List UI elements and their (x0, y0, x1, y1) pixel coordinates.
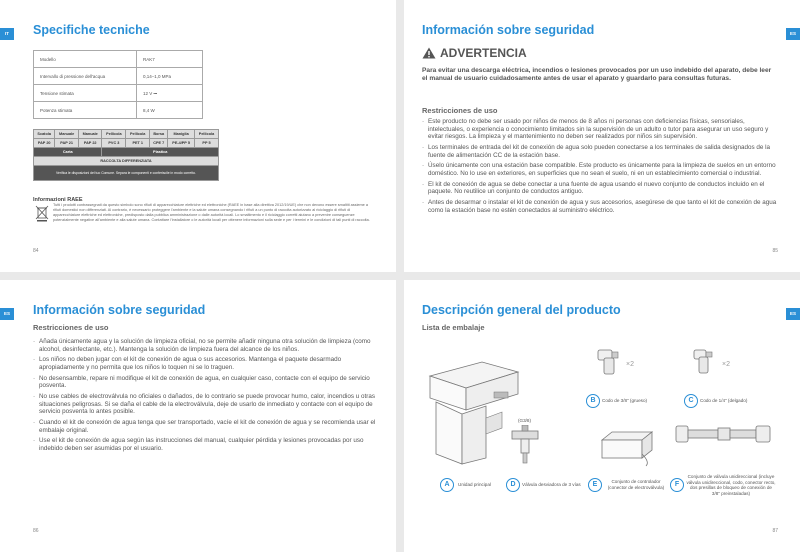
section-subheading: Restricciones de uso (33, 323, 109, 332)
page-86 (0, 280, 396, 552)
spec-row (34, 68, 203, 85)
page-number: 87 (772, 528, 778, 534)
spec-label: Tensione stimata (34, 85, 137, 102)
mat-cell: Scatola (34, 130, 55, 139)
mat-cell: PVC 3 (102, 139, 126, 148)
language-tab: ES (786, 28, 800, 40)
list-item: · Use el kit de conexión de agua según las instrucciones del manual, cualquier pérdida y lesiones provocadas por uso indebido deben ser asumidas por el usuario. (33, 437, 378, 452)
caption-b: Codo de 3/8" (grueso) (602, 398, 648, 403)
page-number: 86 (33, 528, 39, 534)
page-85 (404, 0, 800, 272)
controller-illustration (598, 428, 656, 468)
section-subheading: Lista de embalaje (422, 323, 485, 332)
label-a: A (440, 478, 454, 492)
page-number: 84 (33, 248, 39, 254)
mat-cell: Pellicola (195, 130, 219, 139)
spec-value: RAK7 (137, 51, 203, 68)
list-item: · Cuando el kit de conexión de agua tenga que ser transportado, vacíe el kit de conexión de agua y se recomienda usar el embalaje original. (33, 419, 378, 434)
warning-triangle-icon (422, 47, 436, 59)
list-item: · El kit de conexión de agua se debe conectar a una fuente de agua usando el nuevo conjunto de conductos incluido en el paquete. No reutilice un conjunto de conductos antiguo. (422, 181, 782, 196)
label-c: C (684, 394, 698, 408)
main-unit-illustration (422, 358, 522, 488)
spec-value: 8,4 W (137, 102, 203, 119)
crossed-bin-icon (35, 204, 49, 222)
mat-cell: RACCOLTA DIFFERENZIATA (34, 157, 219, 166)
page-84 (0, 0, 396, 272)
mat-cell: PAP 21 (55, 139, 79, 148)
elbow-thick-illustration (594, 348, 622, 378)
mat-cell: Pellicola (126, 130, 150, 139)
mat-cell: Carta (34, 148, 102, 157)
list-item: · Úselo únicamente con una estación base compatible. Este producto es únicamente para la limpieza de suelos en un entorno doméstico. No lo use en exteriores, en superficies que no sean el suelo, ni en un establecimiento comercial o industrial. (422, 162, 782, 177)
spec-label: Intervallo di pressione dell'acqua (34, 68, 137, 85)
mat-cell: Maniglia (168, 130, 195, 139)
spec-label: Potenza stimata (34, 102, 137, 119)
section-subheading: Restricciones de uso (422, 106, 498, 115)
restrictions-list (33, 338, 378, 456)
label-d: D (506, 478, 520, 492)
page-number: 85 (772, 248, 778, 254)
language-tab: ES (786, 308, 800, 320)
label-f: F (670, 478, 684, 492)
caption-f: Conjunto de válvula unidireccional (incluye válvula unidireccional, codo, conector recto, dos presillas de bloqueo de conexión de 3/8" preinstaladas) (686, 474, 776, 496)
valve-size-label: (G3/8) (518, 418, 532, 423)
diverter-valve-illustration (510, 425, 540, 465)
mat-cell: Manuale (55, 130, 79, 139)
mat-cell: PP 5 (195, 139, 219, 148)
mat-cell: PAP 22 (78, 139, 102, 148)
language-tab: IT (0, 28, 14, 40)
spec-table (33, 50, 203, 119)
restrictions-list (422, 118, 782, 217)
raee-heading: Informazioni RAEE (33, 197, 83, 203)
mat-cell: Borsa (150, 130, 168, 139)
caption-e: Conjunto de controlador (conector de electroválvula) (607, 479, 665, 490)
page-title: Descripción general del producto (422, 303, 621, 317)
caption-a: Unidad principal (458, 482, 491, 487)
warning-lead: Para evitar una descarga eléctrica, incendios o lesiones provocados por un uso indebido del aparato, debe leer el manual de usuario cuidadosamente antes de usar el aparato y guardarlo para consultas futuras. (422, 67, 772, 83)
page-87 (404, 280, 800, 552)
mat-cell: PAP 20 (34, 139, 55, 148)
mat-cell: PE-4/PP 5 (168, 139, 195, 148)
caption-d: Válvula desviadora de 3 vías (522, 482, 581, 487)
materials-table (33, 129, 219, 181)
qty-b: ×2 (626, 361, 634, 368)
label-b: B (586, 394, 600, 408)
page-title: Specifiche tecniche (33, 23, 150, 37)
page-title: Información sobre seguridad (33, 303, 206, 317)
spec-label: Modello (34, 51, 137, 68)
spec-row (34, 102, 203, 119)
elbow-thin-illustration (690, 348, 718, 378)
list-item: · Añada únicamente agua y la solución de limpieza oficial, no se permite añadir ninguna otra solución de limpieza (como alcohol, desinfectante, etc.). Mantenga la solución de limpieza fuera del alcance de los niños. (33, 338, 378, 353)
list-item: · No use cables de electroválvula no oficiales o dañados, de lo contrario se puede provocar humo, calor, incendios u otras situaciones peligrosas. Si se daña el cable de la electroválvula, deje de usarlo de inmediato y contacte con el equipo de servicio posventa lo antes posible. (33, 393, 378, 416)
list-item: · Antes de desarmar o instalar el kit de conexión de agua y sus accesorios, asegúrese de que tanto el kit de conexión de agua como la estación base no estén conectados al suministro eléctrico. (422, 199, 782, 214)
mat-note: Verifica le disposizioni del tuo Comune. Separa le componenti e conferiscile in modo corretto. (34, 166, 219, 181)
warning-label: ADVERTENCIA (440, 46, 527, 60)
check-valve-illustration (674, 420, 774, 456)
mat-cell: Manuale (78, 130, 102, 139)
spec-row (34, 51, 203, 68)
list-item: · No desensamble, repare ni modifique el kit de conexión de agua, en cualquier caso, contacte con el equipo de servicio posventa. (33, 375, 378, 390)
mat-cell: Pellicola (102, 130, 126, 139)
spec-value: 0,14–1,0 MPa (137, 68, 203, 85)
spec-row (34, 85, 203, 102)
list-item: · Los terminales de entrada del kit de conexión de agua solo pueden conectarse a los terminales de salida designados de la fuente de alimentación CC de la estación base. (422, 144, 782, 159)
mat-cell: CPE 7 (150, 139, 168, 148)
mat-cell: PET 1 (126, 139, 150, 148)
page-title: Información sobre seguridad (422, 23, 595, 37)
label-e: E (588, 478, 602, 492)
warning-heading (422, 46, 527, 60)
mat-cell: Plastica (102, 148, 219, 157)
list-item: · Los niños no deben jugar con el kit de conexión de agua o sus accesorios. Mantenga el paquete desarmado apropiadamente y no permita que los niños lo toquen ni se lo traguen. (33, 356, 378, 371)
list-item: · Este producto no debe ser usado por niños de menos de 8 años ni personas con deficiencias físicas, sensoriales, intelectuales, o experiencia o conocimiento limitados sin la supervisión de un adulto o tutor para asegurar un uso seguro y evitar riesgos. La limpieza y el mantenimiento no deben ser realizados por niños sin supervisión. (422, 118, 782, 141)
raee-text: Tutti i prodotti contrassegnati da questo simbolo sono rifiuti di apparecchiature elettriche ed elettroniche (RAEE in base alla direttiva 2012/19/UE) che non devono essere smaltiti assieme a rifiuti domestici non differenziati. Al contrario, è necessario proteggere l'ambiente e la salute umana consegnando i rifiuti a un punto di raccolta autorizzato al riciclaggio di rifiuti di apparecchiature elettriche ed elettroniche, predisposto dalla pubblica amministrazione o dalle autorità locali. Lo smaltimento e il riciclaggio corretti aiutano a prevenire conseguenze potenzialmente negative all'ambiente e alla salute umana. Contattare l'installatore o le autorità locali per ottenere informazioni sulla sede e per i termini e le condizioni di tali punti di raccolta. (53, 203, 370, 222)
caption-c: Codo de 1/4" (delgado) (700, 398, 748, 403)
qty-c: ×2 (722, 361, 730, 368)
language-tab: ES (0, 308, 14, 320)
spec-value: 12 V ⎓ (137, 85, 203, 102)
